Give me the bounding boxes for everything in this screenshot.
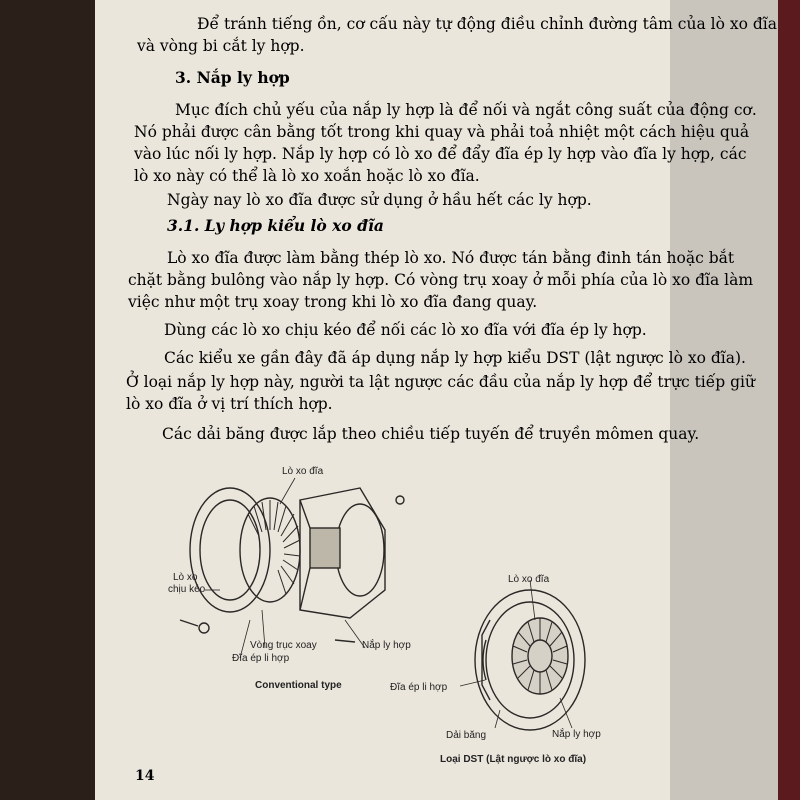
paragraph-line: Các kiểu xe gần đây đã áp dụng nắp ly hợp kiểu DST (lật ngược lò xo đĩa). (164, 349, 746, 367)
paragraph-line: chặt bằng bulông vào nắp ly hợp. Có vòng trụ xoay ở mỗi phía của lò xo đĩa làm (128, 271, 754, 289)
label-lo-xo-chiu-keo-2: chịu kéo (168, 584, 206, 595)
label-dst-nap-ly-hop: Nắp ly hợp (552, 729, 601, 740)
figure-caption-conventional: Conventional type (255, 680, 342, 691)
paragraph-line: lò xo đĩa ở vị trí thích hợp. (126, 395, 333, 413)
paragraph-line: lò xo này có thể là lò xo xoắn hoặc lò xo đĩa. (134, 167, 480, 185)
label-nap-ly-hop: Nắp ly hợp (362, 640, 411, 651)
paragraph-line: Dùng các lò xo chịu kéo để nối các lò xo đĩa với đĩa ép ly hợp. (164, 321, 647, 339)
label-dst-dai-bang: Dải băng (446, 730, 487, 741)
page-number: 14 (135, 768, 155, 784)
book-binding (778, 0, 800, 800)
label-dst-lo-xo-dia: Lò xo đĩa (508, 574, 550, 585)
section-heading: 3. Nắp ly hợp (175, 68, 290, 87)
paragraph-line: việc như một trụ xoay trong khi lò xo đĩa đang quay. (128, 293, 538, 311)
label-vong-truc-xoay: Vòng trục xoay (250, 640, 317, 651)
paragraph-line: Nó phải được cân bằng tốt trong khi quay và phải toả nhiệt một cách hiệu quả (134, 123, 750, 141)
paragraph-line: Để tránh tiếng ồn, cơ cấu này tự động điều chỉnh đường tâm của lò xo đĩa (197, 15, 777, 33)
label-dia-ep-ly-hop: Đĩa ép li hợp (232, 653, 290, 664)
paragraph-line: Ở loại nắp ly hợp này, người ta lật ngược các đầu của nắp ly hợp để trực tiếp giữ (126, 373, 755, 391)
paragraph-line: vào lúc nối ly hợp. Nắp ly hợp có lò xo để đẩy đĩa ép ly hợp vào đĩa ly hợp, các (134, 145, 747, 163)
dst-clutch-illustration (460, 580, 600, 740)
paragraph-line: Ngày nay lò xo đĩa được sử dụng ở hầu hết các ly hợp. (167, 191, 592, 209)
label-dst-dia-ep-li-hop: Đĩa ép li hợp (390, 682, 448, 693)
figure-caption-dst: Loại DST (Lật ngược lò xo đĩa) (440, 754, 587, 765)
paragraph-line: Các dải băng được lắp theo chiều tiếp tuyến để truyền mômen quay. (162, 425, 700, 443)
paragraph-line: Mục đích chủ yếu của nắp ly hợp là để nối và ngắt công suất của động cơ. (175, 101, 757, 119)
subsection-heading: 3.1. Ly hợp kiểu lò xo đĩa (167, 216, 384, 235)
label-lo-xo-chiu-keo-1: Lò xo (173, 572, 198, 583)
label-lo-xo-dia: Lò xo đĩa (282, 466, 324, 477)
paragraph-line: và vòng bi cắt ly hợp. (137, 37, 305, 55)
paragraph-line: Lò xo đĩa được làm bằng thép lò xo. Nó được tán bằng đinh tán hoặc bắt (167, 249, 735, 267)
